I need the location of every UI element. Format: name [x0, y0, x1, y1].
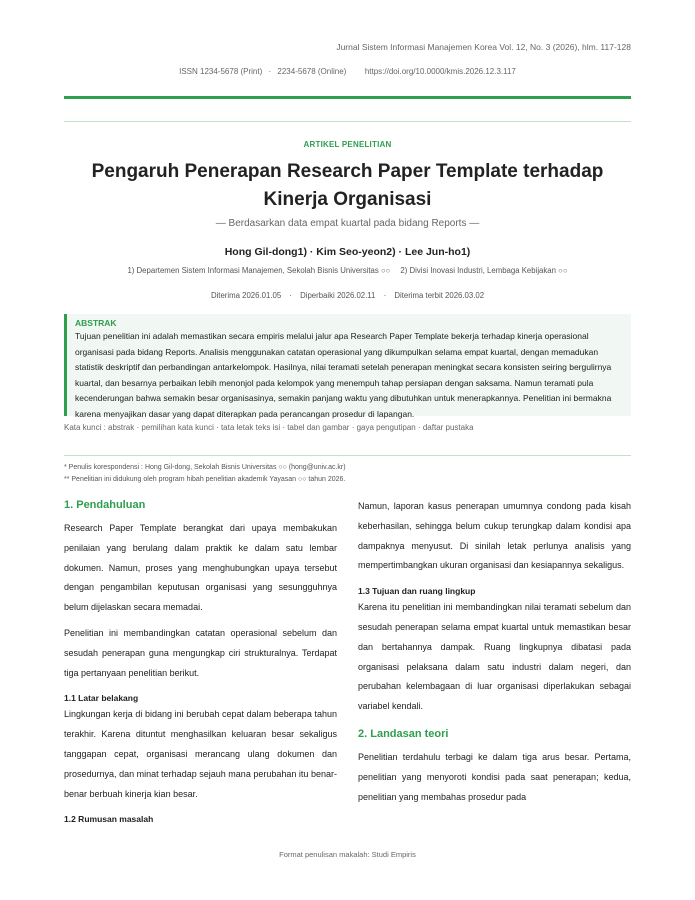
issn-online: 2234-5678 (Online) [277, 67, 347, 76]
header-rule-thin [64, 121, 631, 122]
subsection-heading-background: 1.1 Latar belakang [64, 693, 139, 704]
paragraph: Lingkungan kerja di bidang ini berubah cepat dalam beberapa tahun terakhir. Karena dituntut menghasilkan keluaran besar sekaligus tanggapan cepat, organisasi merancang ulang dokumen dan prosedurnya, dan minat terhadap sejauh mana perubahan itu benar-benar berbuah kinerja kian besar. [64, 709, 337, 799]
date-published: Diterima terbit 2026.03.02 [394, 291, 485, 300]
doi-link[interactable]: https://doi.org/10.0000/kmis.2026.12.3.117 [364, 67, 516, 76]
journal-citation: Jurnal Sistem Informasi Manajemen Korea Vol. 12, No. 3 (2026), hlm. 117-128 [336, 42, 631, 52]
abstract-heading: ABSTRAK [75, 318, 117, 328]
page-footer: Format penulisan makalah: Studi Empiris [279, 850, 416, 859]
paragraph: Penelitian terdahulu terbagi ke dalam tiga arus besar. Pertama, penelitian yang menyoroti kondisi pada saat penerapan; kedua, penelitian yang membahas prosedur pada [358, 751, 631, 802]
header-rule-thick [64, 96, 631, 99]
issn-doi-line [0, 67, 695, 76]
abstract-text: Tujuan penelitian ini adalah memastikan secara empiris melalui jalur apa Research Paper Template bekerja terhadap kinerja operasional organisasi pada bidang Reports. Analisis menggunakan catatan operasional yang dikumpulkan selama empat kuartal, dengan memadukan statistik deskriptif dan perbandingan antarkelompok. Hasilnya, nilai teramati setelah penerapan meningkat secara konsisten seiring bergulirnya kuartal, dan besarnya perbaikan lebih menonjol pada kelompok yang menempuh tahap persiapan dengan saksama. Namun teramati pula kecenderungan bahwa semakin besar organisasinya, semakin panjang waktu yang dibutuhkan untuk menerapkannya. Penelitian ini bermakna karena menyajikan dasar yang dapat diterapkan pada perancangan prosedur di lapangan. [75, 331, 612, 419]
issn-separator: · [268, 67, 272, 76]
date-separator: · [289, 291, 292, 300]
date-received: Diterima 2026.01.05 [210, 291, 282, 300]
footnote-funding: ** Penelitian ini didukung oleh program hibah penelitian akademik Yayasan ○○ tahun 2026. [64, 476, 346, 483]
section-heading-theory: 2. Landasan teori [358, 727, 449, 740]
body-column-right [358, 497, 631, 807]
issn-print: ISSN 1234-5678 (Print) [179, 67, 263, 76]
abstract-box [64, 314, 631, 419]
footnote-corresponding: * Penulis korespondensi : Hong Gil-dong, Sekolah Bisnis Universitas ○○ (hong@univ.ac.kr) [64, 464, 346, 471]
paragraph: Karena itu penelitian ini membandingkan nilai teramati sebelum dan sesudah penerapan selama empat kuartal untuk memastikan besar dan bertahannya dampak. Ruang lingkupnya dibatasi pada organisasi pelaksana dalam satu industri dalam negeri, dan perubahan kelembagaan di luar organisasi diperlakukan sebagai variabel kendali. [358, 602, 631, 712]
footnotes [64, 462, 631, 486]
keywords: Kata kunci : abstrak · pemilihan kata kunci · tata letak teks isi · tabel dan gambar · gaya pengutipan · daftar pustaka [64, 423, 474, 432]
publication-dates [0, 291, 695, 300]
body-column-left [64, 497, 337, 826]
affiliation-2: 2) Divisi Inovasi Industri, Lembaga Kebijakan ○○ [400, 266, 568, 275]
subsection-heading-problem: 1.2 Rumusan masalah [64, 814, 154, 825]
date-separator: · [383, 291, 387, 300]
author-list: Hong Gil-dong1) · Kim Seo-yeon2) · Lee Jun-ho1) [224, 246, 471, 258]
paragraph: Namun, laporan kasus penerapan umumnya condong pada kisah keberhasilan, sehingga belum cukup terungkap dalam kondisi apa dampaknya menyusut. Di sinilah letak perlunya analisis yang mempertimbangkan ukuran organisasi dan kesiapannya sekaligus. [358, 501, 631, 571]
paragraph: Research Paper Template berangkat dari upaya membakukan penilaian yang berulang dalam praktik ke dalam satu lembar dokumen. Namun, proses yang menghubungkan upaya tersebut dengan pengambilan keputusan organisasi yang sesungguhnya belum dijelaskan secara memadai. [64, 523, 337, 613]
footnote-rule [64, 455, 631, 456]
paragraph: Penelitian ini membandingkan catatan operasional sebelum dan sesudah penerapan guna mengungkap ciri strukturalnya. Terdapat tiga pertanyaan penelitian berikut. [64, 627, 337, 678]
date-revised: Diperbaiki 2026.02.11 [300, 291, 376, 300]
affiliations [0, 266, 695, 275]
paper-title: Pengaruh Penerapan Research Paper Template terhadap Kinerja Organisasi [91, 161, 604, 210]
section-heading-introduction: 1. Pendahuluan [64, 499, 146, 511]
paper-subtitle: — Berdasarkan data empat kuartal pada bidang Reports — [215, 218, 480, 229]
article-type-label: ARTIKEL PENELITIAN [303, 140, 392, 149]
affiliation-1: 1) Departemen Sistem Informasi Manajemen, Sekolah Bisnis Universitas ○○ [127, 266, 391, 275]
subsection-heading-scope: 1.3 Tujuan dan ruang lingkup [358, 586, 476, 597]
